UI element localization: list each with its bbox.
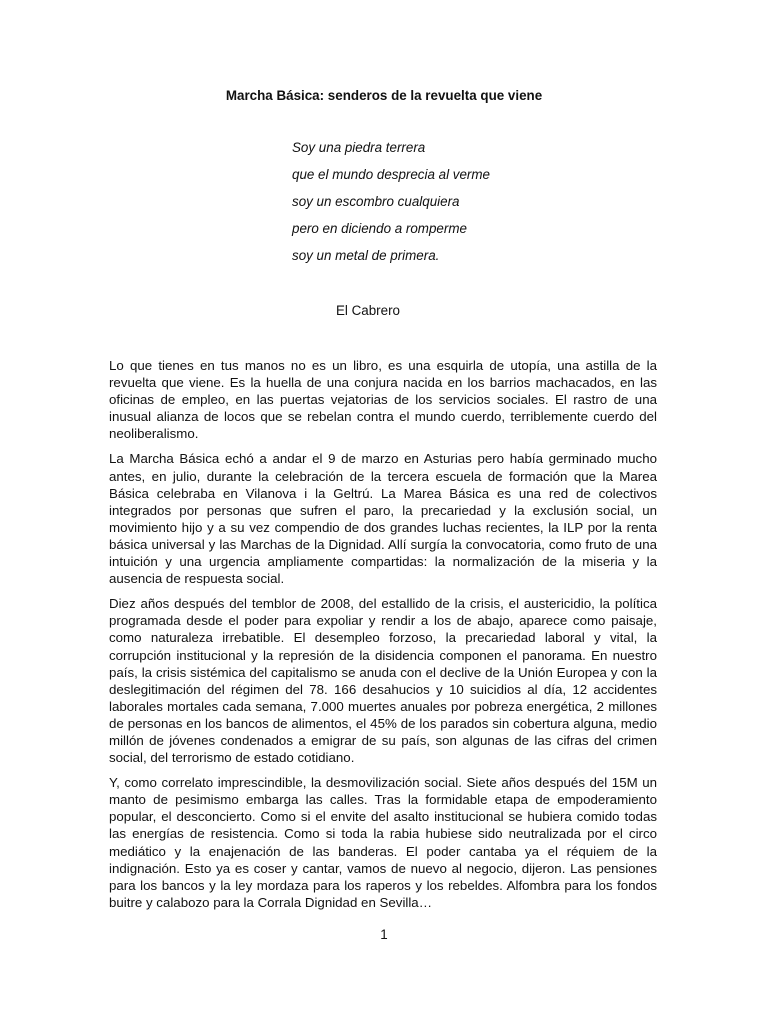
paragraph: La Marcha Básica echó a andar el 9 de marzo en Asturias pero había germinado mucho antes, en julio, durante la celebración de la tercera escuela de formación que la Marea Básica celebraba en Vilanova i la Geltrú. La Marea Básica es una red de colectivos integrados por personas que sufren el paro, la precariedad y la exclusión social, un movimiento hijo y a su vez compendio de dos grandes luchas recientes, la ILP por la renta básica universal y las Marchas de la Dignidad. Allí surgía la convocatoria, como fruto de una intuición y una urgencia ampliamente compartidas: la normalización de la miseria y la ausencia de respuesta social. [109,451,657,587]
poem-line: Soy una piedra terrera [292,140,426,155]
page-number: 1 [380,927,388,942]
poem-line: que el mundo desprecia al verme [292,167,490,182]
paragraph: Lo que tienes en tus manos no es un libro, es una esquirla de utopía, una astilla de la revuelta que viene. Es la huella de una conjura nacida en los barrios machacados, en las oficinas de empleo, en las puertas vejatorias de los servicios sociales. El rastro de una inusual alianza de locos que se rebelan contra el mundo cuerdo, terriblemente cuerdo del neoliberalismo. [109,358,657,442]
epigraph-author: El Cabrero [335,303,400,318]
poem-line: soy un metal de primera. [292,248,440,263]
poem-line: soy un escombro cualquiera [292,194,460,209]
paragraph: Y, como correlato imprescindible, la desmovilización social. Siete años después del 15M un manto de pesimismo embarga las calles. Tras la formidable etapa de empoderamiento popular, el desconcierto. Como si el envite del asalto institucional se hubiera comido todas las energías de resistencia. Como si toda la rabia hubiese sido neutralizada por el circo mediático y la enajenación de las banderas. El poder cantaba ya el réquiem de la indignación. Esto ya es coser y cantar, vamos de nuevo al negocio, dijeron. Las pensiones para los bancos y la ley mordaza para los raperos y los rebeldes. Alfombra para los fondos buitre y calabozo para la Corrala Dignidad en Sevilla… [109,775,657,910]
document-title: Marcha Básica: senderos de la revuelta que viene [225,88,543,103]
poem-line: pero en diciendo a romperme [292,221,467,236]
paragraph: Diez años después del temblor de 2008, del estallido de la crisis, el austericidio, la política programada desde el poder para expoliar y rendir a los de abajo, aparece como paisaje, como naturaleza irrebatible. El desempleo forzoso, la precariedad laboral y vital, la corrupción institucional y la represión de la disidencia componen el panorama. En nuestro país, la crisis sistémica del capitalismo se anuda con el declive de la Unión Europea y con la deslegitimación del régimen del 78. 166 desahucios y 10 suicidios al día, 12 accidentes laborales mortales cada semana, 7.000 muertes anuales por pobreza energética, 2 millones de personas en los bancos de alimentos, el 45% de los parados sin cobertura alguna, medio millón de jóvenes condenados a emigrar de su país, son algunas de las cifras del crimen social, del terrorismo de estado cotidiano. [109,596,657,766]
body-text [109,357,657,919]
epigraph-poem [292,139,652,274]
